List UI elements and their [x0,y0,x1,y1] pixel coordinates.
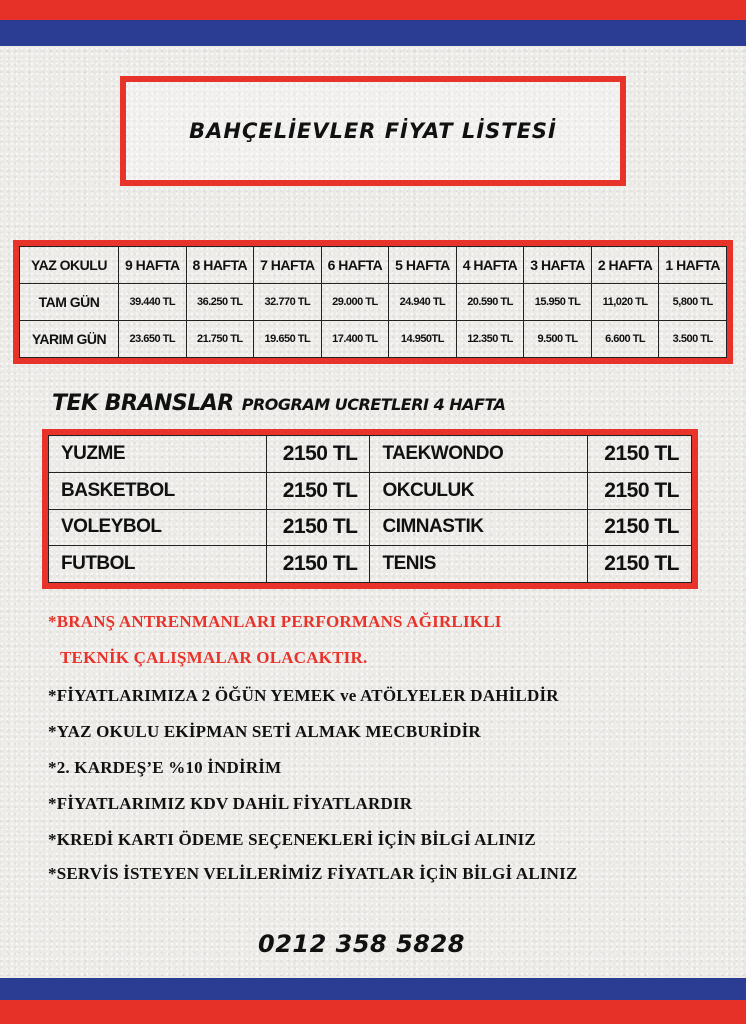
price-cell: 21.750 TL [186,321,254,358]
price-cell: 14.950TL [389,321,457,358]
branch-name: TAEKWONDO [370,436,588,473]
branch-heading [52,391,506,416]
branch-heading-main: TEK BRANSLAR [52,391,234,416]
table-row [49,509,692,546]
summer-school-price-table [13,240,733,364]
note-red-1: *BRANŞ ANTRENMANLARI PERFORMANS AĞIRLIKLI [48,612,502,631]
branch-name: YUZME [49,436,267,473]
note-item: *SERVİS İSTEYEN VELİLERİMİZ FİYATLAR İÇİN BİLGİ ALINIZ [48,864,578,883]
table-row [49,546,692,583]
branch-name: CIMNASTIK [370,509,588,546]
branch-name: VOLEYBOL [49,509,267,546]
branch-name: TENIS [370,546,588,583]
note-red-2: TEKNİK ÇALIŞMALAR OLACAKTIR. [60,648,368,667]
price-cell: 5,800 TL [659,284,727,321]
bottom-red-stripe [0,1000,746,1024]
page-title: BAHÇELİEVLER FİYAT LİSTESİ [189,119,557,143]
table-row [20,284,727,321]
week-header: 8 HAFTA [186,247,254,284]
branch-price: 2150 TL [588,546,692,583]
week-header: 2 HAFTA [591,247,659,284]
summer-header-row [20,247,727,284]
phone-number: 0212 358 5828 [258,930,465,958]
branch-name: FUTBOL [49,546,267,583]
branch-price-table [42,429,698,589]
table-row [20,321,727,358]
summer-header-label: YAZ OKULU [20,247,119,284]
top-blue-stripe [0,20,746,46]
branch-table [48,435,692,583]
note-item: *YAZ OKULU EKİPMAN SETİ ALMAK MECBURİDİR [48,722,481,741]
week-header: 7 HAFTA [254,247,322,284]
price-cell: 17.400 TL [321,321,389,358]
price-cell: 24.940 TL [389,284,457,321]
branch-price: 2150 TL [588,472,692,509]
note-item: *FİYATLARIMIZ KDV DAHİL FİYATLARDIR [48,794,413,813]
price-cell: 19.650 TL [254,321,322,358]
summer-table [19,246,727,358]
note-item: *FİYATLARIMIZA 2 ÖĞÜN YEMEK ve ATÖLYELER DAHİLDİR [48,686,559,705]
price-cell: 12.350 TL [456,321,524,358]
bottom-blue-stripe [0,978,746,1000]
branch-name: OKCULUK [370,472,588,509]
week-header: 4 HAFTA [456,247,524,284]
week-header: 5 HAFTA [389,247,457,284]
price-cell: 3.500 TL [659,321,727,358]
week-header: 1 HAFTA [659,247,727,284]
week-header: 3 HAFTA [524,247,592,284]
branch-price: 2150 TL [588,436,692,473]
branch-name: BASKETBOL [49,472,267,509]
price-cell: 32.770 TL [254,284,322,321]
week-header: 9 HAFTA [119,247,187,284]
branch-heading-sub: PROGRAM UCRETLERI 4 HAFTA [241,395,506,414]
price-cell: 20.590 TL [456,284,524,321]
top-red-stripe [0,0,746,20]
branch-price: 2150 TL [266,472,370,509]
price-cell: 15.950 TL [524,284,592,321]
branch-price: 2150 TL [266,509,370,546]
row-label-half-day: YARIM GÜN [20,321,119,358]
price-cell: 39.440 TL [119,284,187,321]
branch-price: 2150 TL [588,509,692,546]
price-cell: 29.000 TL [321,284,389,321]
title-box [120,76,626,186]
table-row [49,436,692,473]
price-cell: 11,020 TL [591,284,659,321]
price-cell: 9.500 TL [524,321,592,358]
week-header: 6 HAFTA [321,247,389,284]
price-cell: 6.600 TL [591,321,659,358]
note-item: *2. KARDEŞ’E %10 İNDİRİM [48,758,282,777]
row-label-full-day: TAM GÜN [20,284,119,321]
table-row [49,472,692,509]
note-item: *KREDİ KARTI ÖDEME SEÇENEKLERİ İÇİN BİLGİ ALINIZ [48,830,536,849]
branch-price: 2150 TL [266,546,370,583]
price-cell: 23.650 TL [119,321,187,358]
branch-price: 2150 TL [266,436,370,473]
price-cell: 36.250 TL [186,284,254,321]
